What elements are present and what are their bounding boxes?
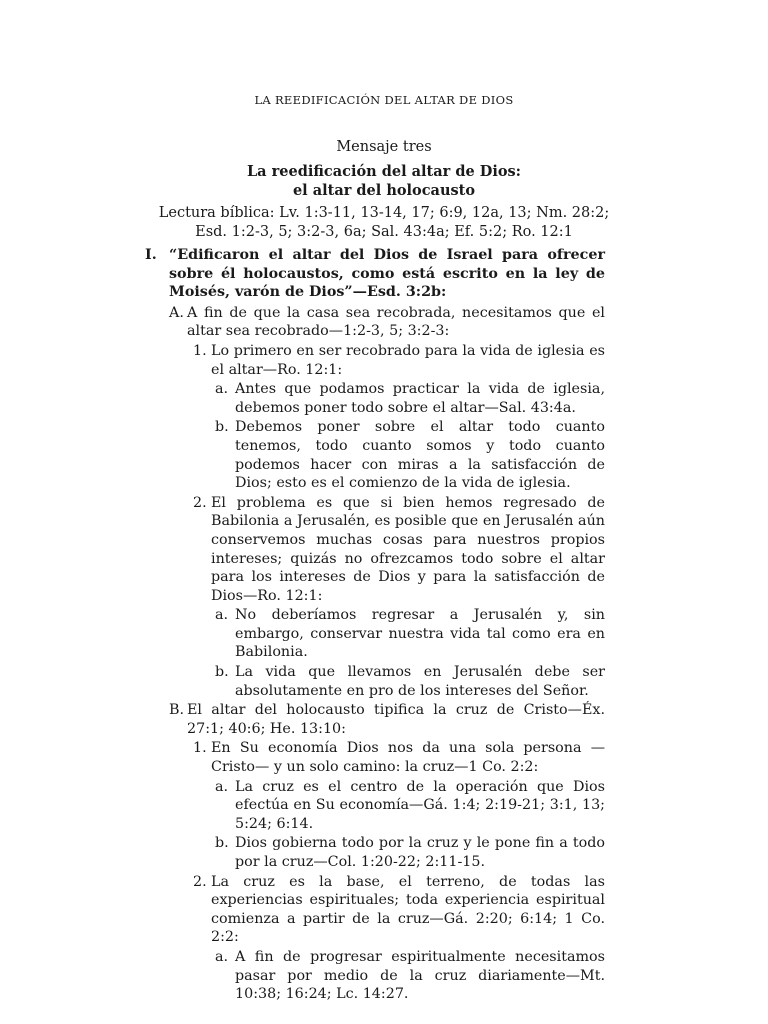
outline-point-B2a	[145, 948, 605, 1004]
outline-text: A fin de que la casa sea recobrada, necesitamos que el altar sea recobrado—1:2-3, 5; 3:2-3:	[187, 304, 605, 340]
outline-point-A1	[145, 342, 605, 379]
outline-text: La cruz es el centro de la operación que Dios efectúa en Su economía—Gá. 1:4; 2:19-21; 3:1, 13; 5:24; 6:14.	[235, 778, 605, 832]
outline-text: No deberíamos regresar a Jerusalén y, sin embargo, conservar nuestra vida tal como era en Babilonia.	[235, 607, 605, 661]
outline-marker: A.	[169, 304, 184, 321]
outline-text: “Edificaron el altar del Dios de Israel para ofrecer sobre él holocaustos, como está escrito en la ley de Moisés, varón de Dios”—Esd. 3:2b:	[169, 247, 605, 301]
outline-text: La cruz es la base, el terreno, de todas las experiencias espirituales; toda experiencia espiritual comienza a partir de la cruz—Gá. 2:20; 6:14; 1 Co. 2:2:	[211, 873, 605, 946]
outline-text: Lo primero en ser recobrado para la vida de iglesia es el altar—Ro. 12:1:	[211, 342, 605, 378]
outline-point-B1b	[145, 834, 605, 871]
outline-text: En Su economía Dios nos da una sola persona —Cristo— y un solo camino: la cruz—1 Co. 2:2:	[211, 740, 605, 776]
outline-point-B1a	[145, 778, 605, 834]
outline-marker: 2.	[193, 873, 207, 890]
outline-point-B	[145, 701, 605, 738]
outline-marker: b.	[215, 664, 229, 681]
outline-point-B1	[145, 739, 605, 776]
outline-text: El problema es que si bien hemos regresado de Babilonia a Jerusalén, es posible que en Jerusalén aún conservemos muchas cosas para nuestros propios intereses; quizás no ofrezcamos todo sobre el altar para los intereses de Dios y para la satisfacción de Dios—Ro. 12:1:	[211, 494, 605, 604]
outline-text: A fin de progresar espiritualmente necesitamos pasar por medio de la cruz diariamente—Mt. 10:38; 16:24; Lc. 14:27.	[235, 948, 605, 1003]
outline-point-B2	[145, 873, 605, 947]
outline-point-A2	[145, 494, 605, 606]
outline-text: La vida que llevamos en Jerusalén debe ser absolutamente en pro de los intereses del Señor.	[235, 664, 605, 699]
outline-marker: a.	[215, 381, 229, 398]
outline-marker: a.	[215, 948, 229, 965]
outline-point-A2b	[145, 663, 605, 700]
scripture-reading	[0, 204, 768, 241]
outline-point-I	[145, 246, 605, 302]
outline-point-A1b	[145, 418, 605, 492]
outline-marker: 1.	[193, 342, 207, 359]
outline-marker: b.	[215, 419, 229, 436]
outline-point-A	[145, 304, 605, 341]
message-label: Mensaje tres	[336, 139, 432, 155]
outline-marker: a.	[215, 607, 229, 624]
message-title	[0, 162, 768, 200]
reading-line-1: Lectura bíblica: Lv. 1:3-11, 13-14, 17; 6:9, 12a, 13; Nm. 28:2;	[158, 205, 610, 221]
outline-text: El altar del holocausto tipifica la cruz de Cristo—Éx. 27:1; 40:6; He. 13:10:	[187, 702, 605, 737]
outline-text: Dios gobierna todo por la cruz y le pone fin a todo por la cruz—Col. 1:20-22; 2:11-15.	[235, 835, 605, 870]
outline-marker: B.	[169, 702, 185, 719]
outline-text: Debemos poner sobre el altar todo cuanto tenemos, todo cuanto somos y todo cuanto podemos hacer con miras a la satisfacción de Dios; esto es el comienzo de la vida de iglesia.	[235, 419, 605, 492]
title-line-2: el altar del holocausto	[292, 182, 476, 199]
outline-marker: 2.	[193, 494, 207, 511]
outline-point-A2a	[145, 606, 605, 662]
outline-marker: b.	[215, 835, 229, 852]
message-outline	[145, 246, 605, 1004]
reading-line-2: Esd. 1:2-3, 5; 3:2-3, 6a; Sal. 43:4a; Ef. 5:2; Ro. 12:1	[195, 223, 573, 240]
outline-point-A1a	[145, 380, 605, 417]
outline-text: Antes que podamos practicar la vida de iglesia, debemos poner todo sobre el altar—Sal. 43:4a.	[235, 381, 605, 416]
running-header: LA REEDIFICACIÓN DEL ALTAR DE DIOS	[254, 93, 514, 107]
outline-marker: 1.	[193, 740, 207, 757]
title-line-1: La reedificación del altar de Dios:	[246, 163, 522, 180]
outline-marker: a.	[215, 778, 229, 795]
outline-marker: I.	[145, 247, 157, 263]
